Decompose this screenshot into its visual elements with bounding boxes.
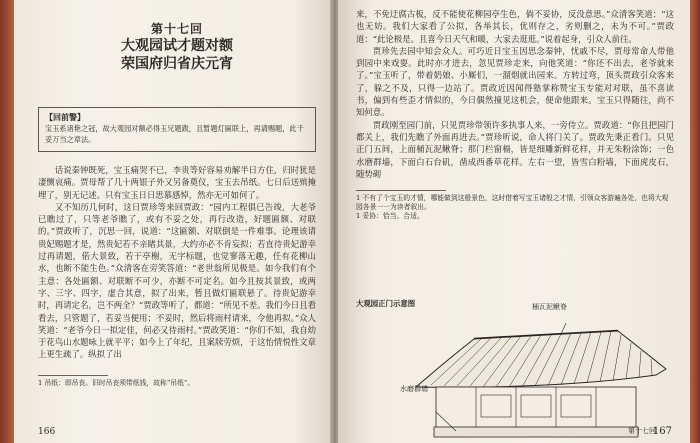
paragraph: 贾政刚至园门前，只见贾珍带领许多执事人来，一旁侍立。贾政道：“你且把园门都关上，我们先瞧了外面再进去。”贾珍听说，命人将门关了。贾政先秉正看门。只见正门五间，上面桶瓦泥鳅脊；那门栏窗槅，皆是细雕新鲜花样，并无朱粉涂饰；一色水磨群墙，下面白石台矶，凿成西番草花样。左右一望，皆雪白粉墙，下面虎皮石，随势砌 — [356, 119, 674, 179]
book-edge-left — [0, 0, 14, 443]
footnote-rule — [38, 375, 108, 376]
paragraph: 又不知历几何时，这日贾珍等来回贾政：“园内工程俱已告竣，大老爷已瞧过了，只等老爷瞧了，或有不妥之处，再行改造，好题匾额、对联的。”贾政听了，沉思一回，说道：“这匾额、对联倒是一件难事。论理该请贵妃赐题才是，然贵妃若不亲睹其景，大约亦必不肯妄拟；若直待贵妃游幸过再请题，偌大景致，若干亭榭，无字标题，也觉寥落无趣，任有花柳山水，也断不能生色。”众清客在旁笑答道：“老世翁所见极是。如今我们有个主意：各处匾额、对联断不可少，亦断不可定名。如今且按其景致，或两字、三字、四字，虚合其意，拟了出来，暂且做灯匾联悬了。待贵妃游幸时，再请定名，岂不两全？”贾政等听了，都道：“所见不差。我们今日且看看去，只管题了，若妥当便用；不妥时，然后将雨村请来，令他再拟。”众人笑道：“老爷今日一拟定佳，何必又待雨村。”贾政笑道：“你们不知，我自幼于花鸟山水题咏上就平平；如今上了年纪，且案牍劳烦，于这怡情悦性文章上更生疏了。纵拟了出 — [38, 201, 316, 360]
paragraph: 贾珍先去园中知会众人。可巧近日宝玉因思念秦钟，忧戚不尽，贾母常命人带他到园中来戏耍。此时亦才进去，忽见贾珍走来，向他笑道：“你还不出去，老爷就来了。”宝玉听了，带着奶娘、小厮们，一溜烟就出园来。方转过弯，顶头贾政引众客来了，躲之不及，只得一边站了。贾政近因闻得塾掌称赞宝玉专能对对联，虽不喜读书，偏到有些歪才情似的，今日偶然撞见这机会，便命他跟来。宝玉只得随往，尚不知何意。 — [356, 45, 674, 118]
left-page — [14, 0, 332, 443]
preface-tag: 【回前警】 — [45, 112, 85, 122]
footnote: 1 吊纸：即吊丧。旧时吊丧须带纸钱，故称“吊纸”。 — [38, 378, 195, 387]
chapter-number: 第十七回 — [150, 22, 203, 36]
label-water-polished-wall: 水磨群墙 — [400, 385, 428, 393]
footnote-rule — [356, 190, 446, 191]
running-head: 第十七回 — [628, 427, 656, 435]
paragraph: 来，不免迂腐古板，反不能使花柳园亭生色，倘不妥协，反没意思。”众清客笑道：“这也无妨。我们大家看了公拟，各举其长，优则存之，劣则删之，未为不可。”贾政道：“此论极是。且喜今日天气和暖，大家去逛逛。”说着起身，引众人前往。 — [356, 9, 674, 44]
label-roof-ridge: 桶瓦泥鳅脊 — [532, 303, 567, 311]
page-number: 166 — [38, 427, 56, 437]
right-page — [338, 0, 690, 443]
gate-illustration — [356, 309, 674, 439]
paragraph: 话说秦钟既死，宝玉痛哭不已，李贵等好容易劝解半日方住，归时犹是凄恻哀痛。贾母帮了几十两银子外又另备奠仪，宝玉去吊纸。七日后送殡掩埋了，别无记述。只有宝玉日日思慕感悼，然亦无可如何了。 — [38, 165, 316, 200]
page-number: 167 — [652, 426, 672, 437]
left-body — [38, 164, 316, 361]
preface-text: 宝玉系诸艳之冠，故大观园对额必得玉兄题跋，且暂题灯匾联上，再请赐题，此千妥万当之章法。 — [45, 124, 304, 144]
chapter-title-line2: 荣国府归省庆元宵 — [121, 56, 233, 72]
diagram-title: 大观园正门示意图 — [356, 299, 416, 308]
book-edge-right — [690, 0, 700, 443]
footnote: 1 妥协：恰当、合适。 — [356, 212, 424, 221]
footnote: 1 不有了个宝玉的才情，哪能做到这般景色，这时借着写宝玉诸般之才情，引领众客游遍各处，也将大观园各景一一为读者叙出。 — [356, 194, 669, 212]
gate-diagram — [356, 298, 674, 438]
chapter-title-line1: 大观园试才题对额 — [121, 38, 233, 54]
chapter-preface-box — [38, 107, 316, 152]
